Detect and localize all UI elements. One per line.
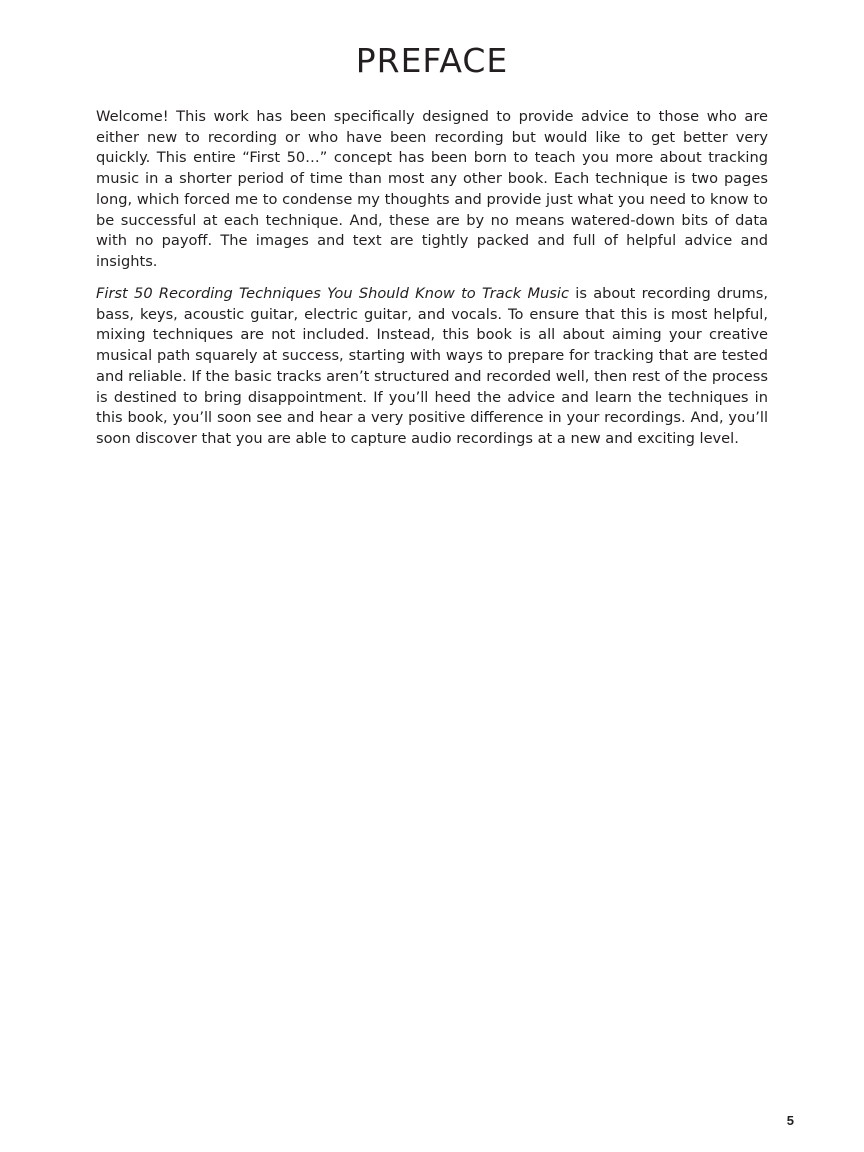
page-title: PREFACE <box>355 41 509 80</box>
preface-paragraph-1 <box>96 107 768 273</box>
book-title-italic: First 50 Recording Techniques You Should Know to Track Music <box>96 285 569 302</box>
preface-paragraph-2 <box>96 284 768 450</box>
paragraph-1-text: Welcome! This work has been specifically designed to provide advice to those who are either new to recording or who have been recording but would like to get better very quickly. This entire “First 50…” concept has been born to teach you more about tracking music in a shorter period of time than most any other book. Each technique is two pages long, which forced me to condense my thoughts and provide just what you need to know to be successful at each technique. And, these are by no means watered-down bits of data with no payoff. The images and text are tightly packed and full of helpful advice and insights. <box>96 108 768 270</box>
page-number: 5 <box>786 1113 794 1128</box>
paragraph-2-text: is about recording drums, bass, keys, acoustic guitar, electric guitar, and vocals. To ensure that this is most helpful, mixing techniques are not included. Instead, this book is all about aiming your creative musical path squarely at success, starting with ways to prepare for tracking that are tested and reliable. If the basic tracks aren’t structured and recorded well, then rest of the process is destined to bring disappointment. If you’ll heed the advice and learn the techniques in this book, you’ll soon see and hear a very positive difference in your recordings. And, you’ll soon discover that you are able to capture audio recordings at a new and exciting level. <box>96 285 769 447</box>
